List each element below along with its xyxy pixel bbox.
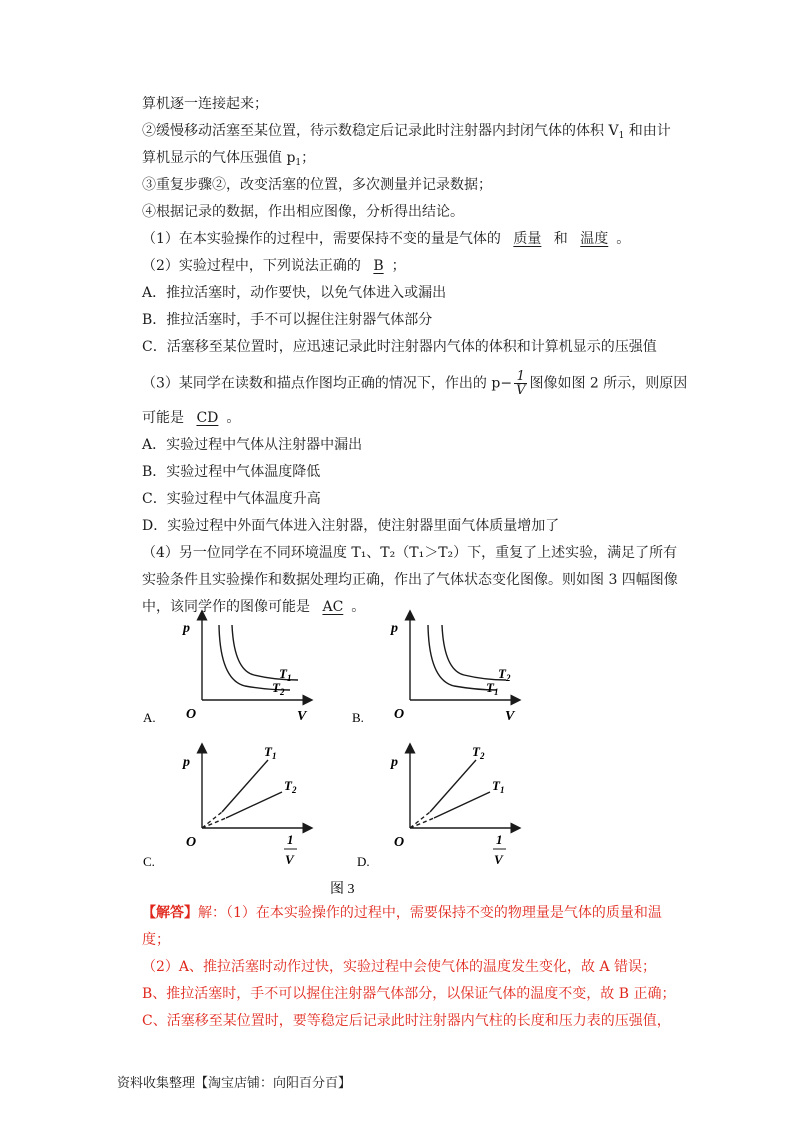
question-4-cont: 实验条件且实验操作和数据处理均正确，作出了气体状态变化图像。则如图 3 四幅图像 — [142, 572, 678, 588]
question-1: （1）在本实验操作的过程中，需要保持不变的量是气体的 质量 和 温度 。 — [142, 231, 631, 247]
origin: O — [394, 835, 405, 850]
label-d: D. — [357, 854, 370, 869]
axis-v: V — [505, 709, 515, 724]
origin: O — [394, 707, 405, 722]
axis-inv-v-den: V — [494, 852, 503, 867]
figure-caption: 图 3 — [330, 882, 355, 897]
answer-blank: AC — [322, 599, 344, 615]
option: A．实验过程中气体从注射器中漏出 — [142, 437, 363, 453]
option: D．实验过程中外面气体进入注射器，使注射器里面气体质量增加了 — [142, 518, 560, 534]
page-footer: 资料收集整理【淘宝店铺：向阳百分百】 — [117, 1076, 352, 1091]
answer-blank: B — [373, 258, 384, 274]
label-t1: $T_1$ — [492, 778, 505, 795]
question-4-cont: 中，该同学作的图像可能是 AC 。 — [142, 599, 366, 615]
question-2: （2）实验过程中，下列说法正确的 B ； — [142, 258, 406, 274]
axis-inv-v-num: 1 — [287, 832, 294, 847]
axis-p: p — [391, 621, 398, 636]
label-t1: $T_1$ — [264, 744, 277, 761]
label-c: C. — [143, 854, 155, 869]
label-t1: $T_1$ — [279, 666, 292, 683]
answer-line: C、活塞移至某位置时，要等稳定后记录此时注射器内气柱的长度和压力表的压强值， — [142, 1013, 671, 1029]
origin: O — [186, 835, 197, 850]
step-4: ④根据记录的数据，作出相应图像，分析得出结论。 — [142, 204, 464, 220]
axis-inv-v-den: V — [285, 852, 294, 867]
answer-line: （2）A、推拉活塞时动作过快，实验过程中会使气体的温度发生变化，故 A 错误； — [142, 959, 657, 975]
fraction: $\frac{1}{V}$ — [516, 369, 526, 398]
step-2: ②缓慢移动活塞至某位置，待示数稳定后记录此时注射器内封闭气体的体积 $V_1$ 和由计 — [142, 123, 671, 141]
option: C．实验过程中气体温度升高 — [142, 491, 321, 507]
answer-line: 【解答】解：（1）在本实验操作的过程中，需要保持不变的物理量是气体的质量和温 — [142, 905, 662, 921]
graph-a — [202, 615, 308, 700]
option: B．实验过程中气体温度降低 — [142, 464, 321, 480]
axis-p: p — [183, 621, 190, 636]
answer-line: 度； — [142, 932, 170, 948]
answer-blank: 温度 — [580, 231, 609, 247]
answer-tag: 【解答】 — [142, 905, 198, 921]
option: A．推拉活塞时，动作要快，以免气体进入或漏出 — [142, 285, 447, 301]
label-b: B. — [352, 710, 364, 725]
label-t2: $T_2$ — [498, 666, 511, 683]
label-a: A. — [143, 710, 156, 725]
answer-blank: 质量 — [513, 231, 542, 247]
question-3-cont: 可能是 CD 。 — [142, 410, 241, 426]
axis-v: V — [297, 709, 307, 724]
label-t2: $T_2$ — [284, 778, 297, 795]
label-t2: $T_2$ — [272, 680, 285, 697]
question-3: （3）某同学在读数和描点作图均正确的情况下，作出的 p− $\frac{1}{V}$ 图像如图 2 所示，则原因 — [142, 369, 688, 398]
answer-blank: CD — [196, 410, 219, 426]
axis-inv-v-num: 1 — [496, 832, 503, 847]
label-t2: $T_2$ — [472, 744, 485, 761]
label-t1: $T_1$ — [486, 680, 499, 697]
axis-p: p — [183, 755, 190, 770]
option: C．活塞移至某位置时，应迅速记录此时注射器内气体的体积和计算机显示的压强值 — [142, 339, 657, 355]
step-2-cont: 算机显示的气体压强值 $p_1$； — [142, 150, 316, 168]
graph-b — [410, 615, 516, 700]
answer-line: B、推拉活塞时，手不可以握住注射器气体部分，以保证气体的温度不变，故 B 正确； — [142, 986, 676, 1002]
origin: O — [186, 707, 197, 722]
step-3: ③重复步骤②，改变活塞的位置，多次测量并记录数据； — [142, 177, 492, 193]
option: B．推拉活塞时，手不可以握住注射器气体部分 — [142, 312, 433, 328]
question-4: （4）另一位同学在不同环境温度 T₁、T₂（T₁＞T₂）下，重复了上述实验，满足了所有 — [142, 545, 678, 561]
text-line: 算机逐一连接起来； — [142, 96, 268, 112]
axis-p: p — [391, 755, 398, 770]
